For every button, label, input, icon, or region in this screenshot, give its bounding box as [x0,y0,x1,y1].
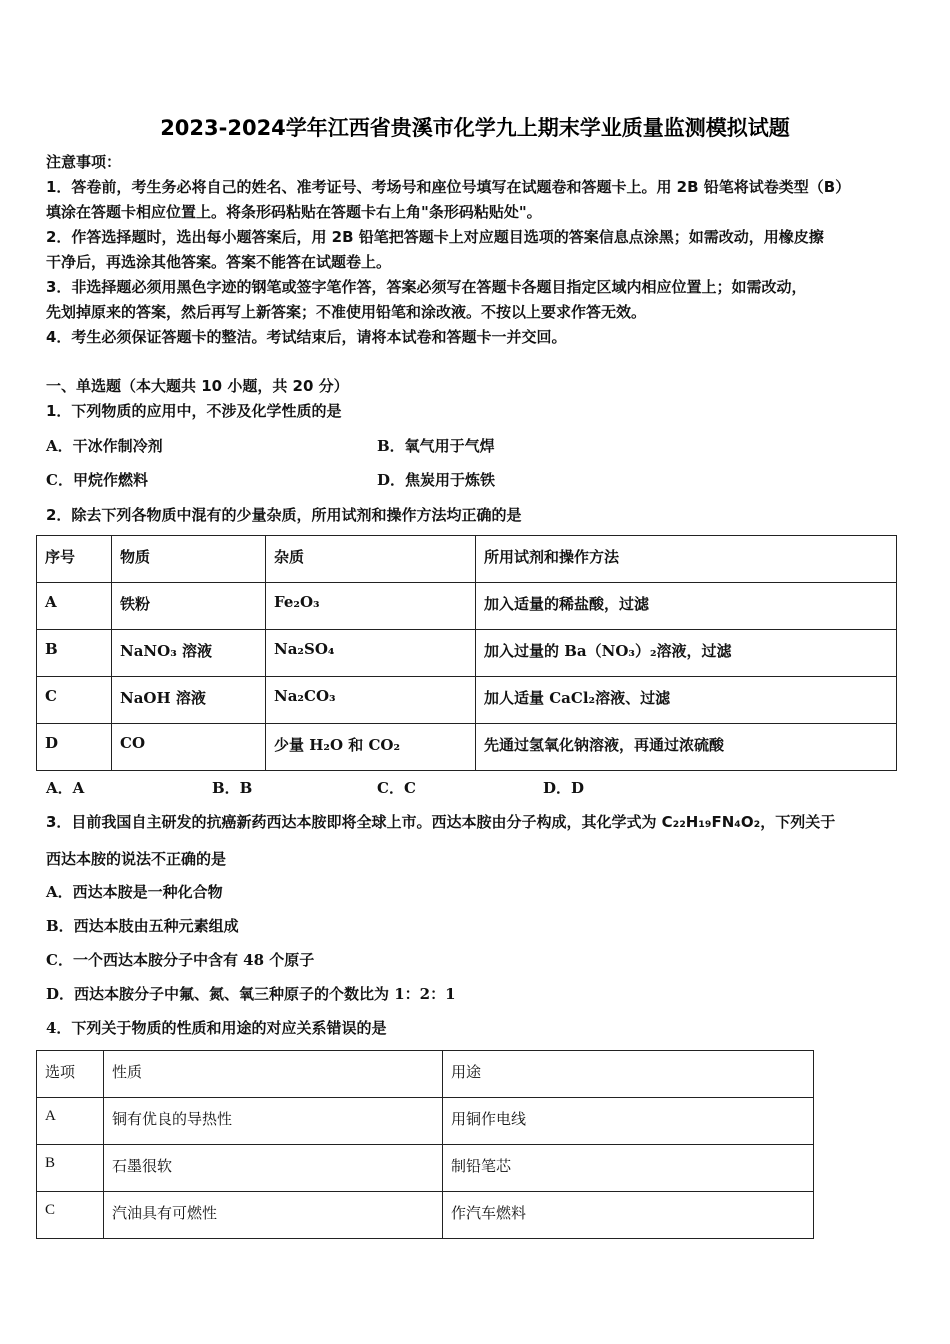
notice-line: 填涂在答题卡相应位置上。将条形码粘贴在答题卡右上角"条形码粘贴处"。 [46,203,542,221]
notice-line: 3．非选择题必须用黑色字迹的钢笔或签字笔作答，答案必须写在答题卡各题目指定区域内相应位置上；如需改动， [46,278,807,296]
table-cell: 作汽车燃料 [443,1192,814,1239]
question-4-table [36,1050,814,1239]
table-cell: D [37,724,112,771]
question-1-option-d[interactable]: D．焦炭用于炼铁 [377,471,496,489]
question-2-option-d[interactable]: D．D [543,779,585,797]
table-row [37,1145,814,1192]
question-2-option-b[interactable]: B．B [212,779,253,797]
question-3-stem: 3．目前我国自主研发的抗癌新药西达本胺即将全球上市。西达本胺由分子构成，其化学式为 C₂₂H₁₉FN₄O₂，下列关于 [46,813,836,831]
table-cell: 加入过量的 Ba（NO₃）₂溶液，过滤 [476,630,897,677]
table-header-cell: 杂质 [266,536,476,583]
table-header-cell: 序号 [37,536,112,583]
table-cell: Fe₂O₃ [266,583,476,630]
table-row [37,583,897,630]
table-header-cell: 选项 [37,1051,104,1098]
table-header-cell: 物质 [112,536,266,583]
table-cell: C [37,677,112,724]
question-2-table [36,535,897,771]
table-cell: B [37,1145,104,1192]
table-cell: 用铜作电线 [443,1098,814,1145]
table-cell: NaNO₃ 溶液 [112,630,266,677]
question-3-option-c[interactable]: C．一个西达本胺分子中含有 48 个原子 [46,951,315,969]
notice-line: 1．答卷前，考生务必将自己的姓名、准考证号、考场号和座位号填写在试题卷和答题卡上。用 2B 铅笔将试卷类型（B） [46,178,851,196]
question-4-stem: 4．下列关于物质的性质和用途的对应关系错误的是 [46,1019,387,1037]
table-header-row [37,536,897,583]
table-cell: 石墨很软 [104,1145,443,1192]
table-cell: 先通过氢氧化钠溶液，再通过浓硫酸 [476,724,897,771]
question-3-option-d[interactable]: D．西达本胺分子中氟、氮、氧三种原子的个数比为 1：2：1 [46,985,456,1003]
question-1-option-a[interactable]: A．干冰作制冷剂 [46,437,163,455]
section-heading: 一、单选题（本大题共 10 小题，共 20 分） [46,377,349,395]
notice-heading: 注意事项： [46,153,122,171]
table-header-cell: 性质 [104,1051,443,1098]
question-2-stem: 2．除去下列各物质中混有的少量杂质，所用试剂和操作方法均正确的是 [46,506,522,524]
question-3-option-a[interactable]: A．西达本胺是一种化合物 [46,883,223,901]
table-cell: 铁粉 [112,583,266,630]
notice-line: 先划掉原来的答案，然后再写上新答案；不准使用铅笔和涂改液。不按以上要求作答无效。 [46,303,647,321]
table-header-cell: 用途 [443,1051,814,1098]
table-cell: B [37,630,112,677]
table-cell: Na₂CO₃ [266,677,476,724]
question-1-stem: 1．下列物质的应用中，不涉及化学性质的是 [46,402,342,420]
table-cell: NaOH 溶液 [112,677,266,724]
notice-line: 2．作答选择题时，选出每小题答案后，用 2B 铅笔把答题卡上对应题目选项的答案信息点涂黑；如需改动，用橡皮擦 [46,228,824,246]
page-title: 2023-2024学年江西省贵溪市化学九上期末学业质量监测模拟试题 [160,116,790,140]
question-1-option-b[interactable]: B．氧气用于气焊 [377,437,495,455]
notice-line: 干净后，再选涂其他答案。答案不能答在试题卷上。 [46,253,392,271]
table-row [37,1192,814,1239]
table-row [37,677,897,724]
table-cell: A [37,1098,104,1145]
question-2-option-a[interactable]: A．A [46,779,85,797]
question-2-option-c[interactable]: C．C [377,779,416,797]
table-cell: 少量 H₂O 和 CO₂ [266,724,476,771]
table-cell: 汽油具有可燃性 [104,1192,443,1239]
table-cell: 加入适量的稀盐酸，过滤 [476,583,897,630]
table-cell: 铜有优良的导热性 [104,1098,443,1145]
question-3-stem-continued: 西达本胺的说法不正确的是 [46,850,227,868]
notice-line: 4．考生必须保证答题卡的整洁。考试结束后，请将本试卷和答题卡一并交回。 [46,328,567,346]
table-header-cell: 所用试剂和操作方法 [476,536,897,583]
table-header-row [37,1051,814,1098]
table-row [37,724,897,771]
table-row [37,1098,814,1145]
table-cell: 制铅笔芯 [443,1145,814,1192]
table-cell: CO [112,724,266,771]
question-1-option-c[interactable]: C．甲烷作燃料 [46,471,148,489]
table-cell: A [37,583,112,630]
table-cell: C [37,1192,104,1239]
table-cell: Na₂SO₄ [266,630,476,677]
question-3-option-b[interactable]: B．西达本肢由五种元素组成 [46,917,239,935]
table-row [37,630,897,677]
table-cell: 加人适量 CaCl₂溶液、过滤 [476,677,897,724]
